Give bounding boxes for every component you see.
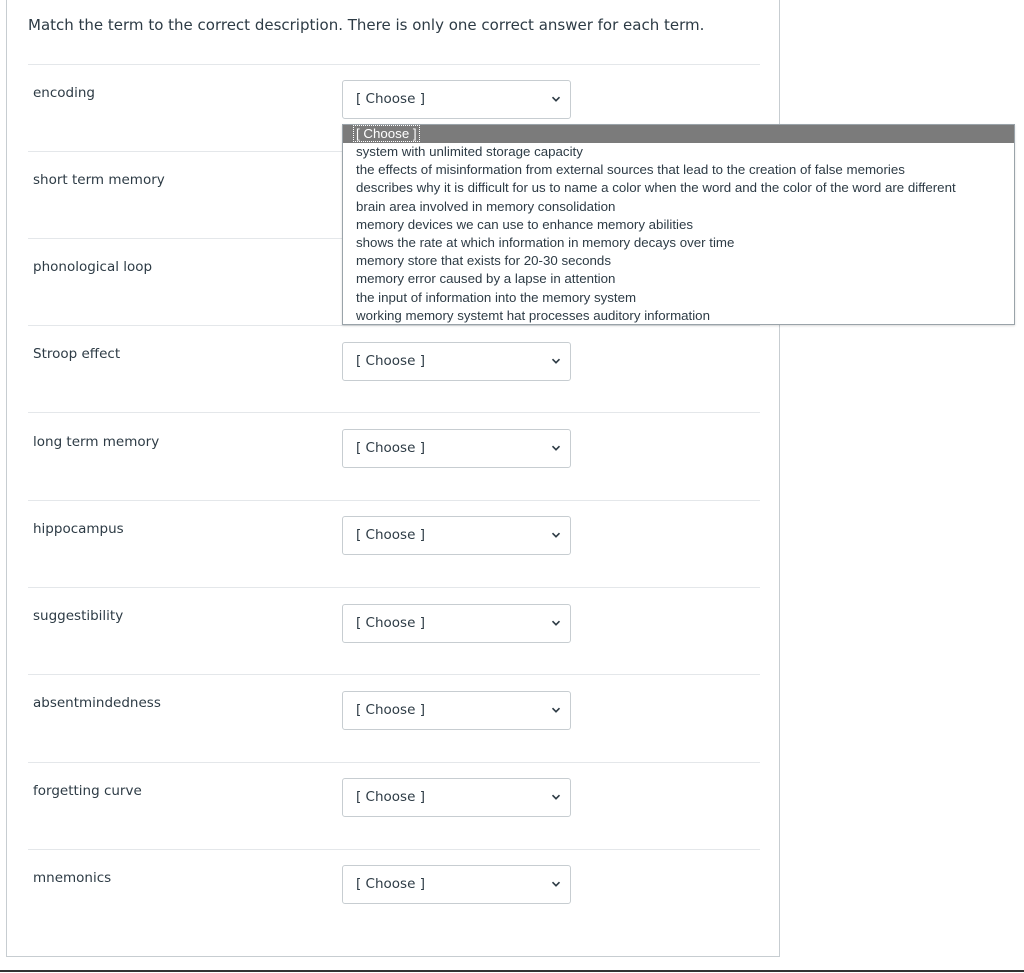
term-label-forgetting-curve: forgetting curve — [33, 783, 142, 799]
answer-select-long-term-memory[interactable] — [342, 429, 571, 468]
dropdown-option[interactable]: memory store that exists for 20-30 seconds — [356, 253, 611, 269]
select-value: [ Choose ] — [356, 527, 425, 543]
select-value: [ Choose ] — [356, 876, 425, 892]
select-value: [ Choose ] — [356, 353, 425, 369]
select-value: [ Choose ] — [356, 91, 425, 107]
answer-select-stroop-effect[interactable] — [342, 342, 571, 381]
chevron-down-icon — [551, 356, 561, 366]
chevron-down-icon — [551, 879, 561, 889]
term-label-stroop-effect: Stroop effect — [33, 346, 121, 362]
dropdown-option[interactable]: working memory systemt hat processes auditory information — [356, 307, 710, 323]
dropdown-option[interactable]: system with unlimited storage capacity — [356, 144, 583, 159]
term-label-mnemonics: mnemonics — [33, 870, 112, 886]
row-divider — [28, 500, 760, 501]
chevron-down-icon — [551, 705, 561, 715]
chevron-down-icon — [551, 618, 561, 628]
select-value: [ Choose ] — [356, 702, 425, 718]
select-value: [ Choose ] — [356, 789, 425, 805]
row-divider — [28, 762, 760, 763]
dropdown-option[interactable]: shows the rate at which information in memory decays over time — [356, 234, 735, 250]
chevron-down-icon — [551, 792, 561, 802]
dropdown-options-list — [342, 124, 1015, 325]
answer-select-mnemonics[interactable] — [342, 865, 571, 904]
row-divider — [28, 412, 760, 413]
row-divider — [28, 674, 760, 675]
chevron-down-icon — [551, 443, 561, 453]
row-divider — [28, 325, 760, 326]
dropdown-option[interactable]: the effects of misinformation from external sources that lead to the creation of false memories — [356, 162, 905, 178]
term-label-phonological-loop: phonological loop — [33, 259, 153, 275]
dropdown-option-choose[interactable]: [ Choose ] — [343, 125, 1014, 143]
term-label-long-term-memory: long term memory — [33, 434, 160, 450]
term-label-suggestibility: suggestibility — [33, 608, 124, 624]
dropdown-option[interactable]: brain area involved in memory consolidation — [356, 198, 616, 214]
term-label-absentmindedness: absentmindedness — [33, 695, 161, 711]
answer-select-hippocampus[interactable] — [342, 516, 571, 555]
answer-select-forgetting-curve[interactable] — [342, 778, 571, 817]
dropdown-option[interactable]: the input of information into the memory system — [356, 289, 637, 305]
row-divider — [28, 587, 760, 588]
question-text: Match the term to the correct description. There is only one correct answer for each term. — [28, 16, 705, 34]
chevron-down-icon — [551, 530, 561, 540]
dropdown-option[interactable]: describes why it is difficult for us to name a color when the word and the color of the word are different — [356, 180, 956, 196]
chevron-down-icon — [551, 94, 561, 104]
answer-select-encoding[interactable] — [342, 80, 571, 119]
term-label-hippocampus: hippocampus — [33, 521, 124, 537]
select-value: [ Choose ] — [356, 615, 425, 631]
row-divider — [28, 64, 760, 65]
term-label-short-term-memory: short term memory — [33, 172, 165, 188]
bottom-divider — [0, 970, 1024, 972]
select-value: [ Choose ] — [356, 440, 425, 456]
term-label-encoding: encoding — [33, 85, 95, 101]
dropdown-option[interactable]: memory error caused by a lapse in attention — [356, 271, 616, 287]
dropdown-option[interactable]: memory devices we can use to enhance memory abilities — [356, 216, 694, 232]
answer-select-suggestibility[interactable] — [342, 604, 571, 643]
answer-select-absentmindedness[interactable] — [342, 691, 571, 730]
row-divider — [28, 849, 760, 850]
